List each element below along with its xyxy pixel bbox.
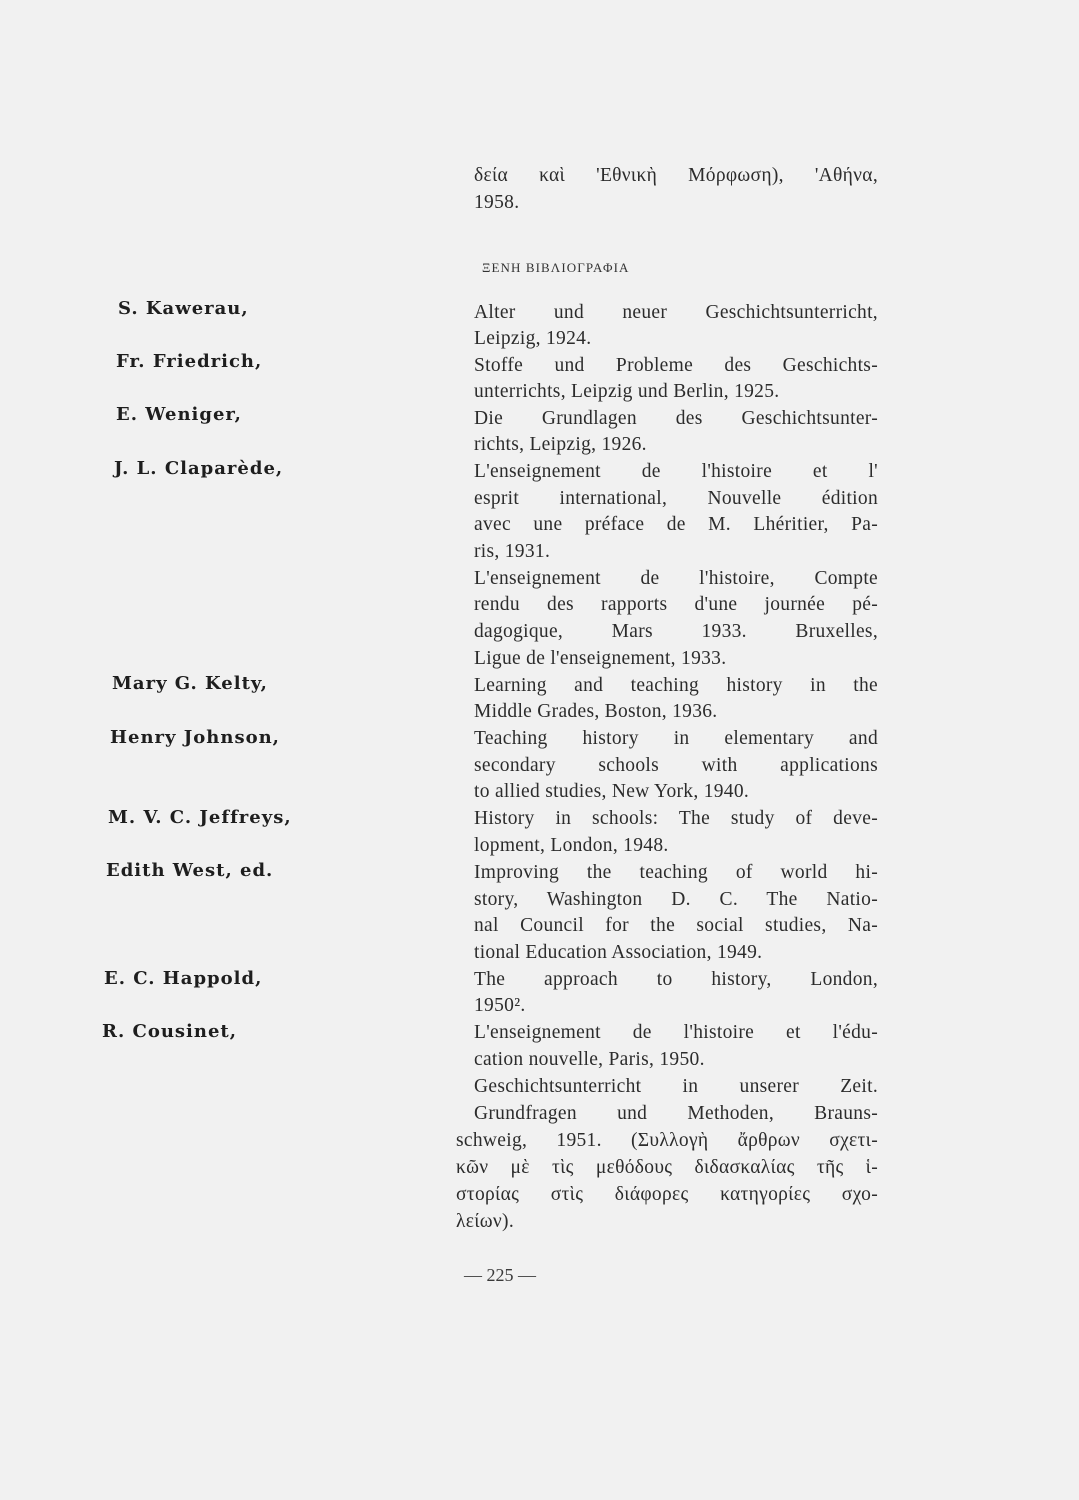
entry-line: Geschichtsunterricht in unserer Zeit. [474,1076,878,1097]
continuation-line-2: 1958. [474,192,520,213]
author-jeffreys: M. V. C. Jeffreys, [108,807,292,828]
author-west: Edith West, ed. [106,860,274,881]
author-cousinet: R. Cousinet, [102,1021,238,1042]
entry-line: tional Education Association, 1949. [474,942,763,963]
author-claparede: J. L. Claparède, [114,458,284,479]
author-weniger: E. Weniger, [116,404,242,425]
entry-line: rendu des rapports d'une journée pé- [474,594,878,615]
entry-line: lopment, London, 1948. [474,835,669,856]
continuation-line-1: δεία καὶ 'Εθνικὴ Μόρφωση), 'Αθήνα, [474,165,878,186]
page-number: — 225 — [464,1265,536,1285]
entry-line: nal Council for the social studies, Na- [474,915,878,936]
entry-line: Ligue de l'enseignement, 1933. [474,648,727,669]
entry-line: The approach to history, London, [474,969,878,990]
author-johnson: Henry Johnson, [110,727,280,748]
entry-line: avec une préface de M. Lhéritier, Pa- [474,514,878,535]
entry-line: κῶν μὲ τὶς μεθόδους διδασκαλίας τῆς ἱ- [456,1157,878,1178]
entry-line: unterrichts, Leipzig und Berlin, 1925. [474,381,780,402]
author-kawerau: S. Kawerau, [118,298,249,319]
author-happold: E. C. Happold, [104,968,263,989]
entry-line: Stoffe und Probleme des Geschichts- [474,355,878,376]
author-friedrich: Fr. Friedrich, [116,351,263,372]
entry-line: to allied studies, New York, 1940. [474,781,750,802]
entry-line: esprit international, Nouvelle édition [474,488,878,509]
section-heading: ΞΕΝΗ ΒΙΒΛΙΟΓΡΑΦΙΑ [482,260,630,275]
entry-line: Learning and teaching history in the [474,675,878,696]
entry-line: στορίας στὶς διάφορες κατηγορίες σχο- [456,1184,878,1205]
entry-line: cation nouvelle, Paris, 1950. [474,1049,705,1070]
entry-line: Alter und neuer Geschichtsunterricht, [474,302,878,323]
entry-line: ris, 1931. [474,541,551,562]
entry-line: Grundfragen und Methoden, Brauns- [474,1103,878,1124]
entry-line: schweig, 1951. (Συλλογὴ ἄρθρων σχετι- [456,1130,878,1151]
entry-line: dagogique, Mars 1933. Bruxelles, [474,621,878,642]
entry-line: richts, Leipzig, 1926. [474,434,647,455]
entry-line: secondary schools with applications [474,755,878,776]
entry-line: Middle Grades, Boston, 1936. [474,701,718,722]
entry-line: History in schools: The study of deve- [474,808,878,829]
entry-line: Leipzig, 1924. [474,328,592,349]
entry-line: Improving the teaching of world hi- [474,862,878,883]
entry-line: Die Grundlagen des Geschichtsunter- [474,408,878,429]
entry-line: L'enseignement de l'histoire et l'édu- [474,1022,878,1043]
author-kelty: Mary G. Kelty, [112,673,268,694]
entry-line: L'enseignement de l'histoire et l' [474,461,878,482]
entry-line: 1950². [474,995,526,1016]
entry-line: λείων). [456,1211,515,1232]
entry-line: Teaching history in elementary and [474,728,878,749]
entry-line: story, Washington D. C. The Natio- [474,889,878,910]
entry-line: L'enseignement de l'histoire, Compte [474,568,878,589]
